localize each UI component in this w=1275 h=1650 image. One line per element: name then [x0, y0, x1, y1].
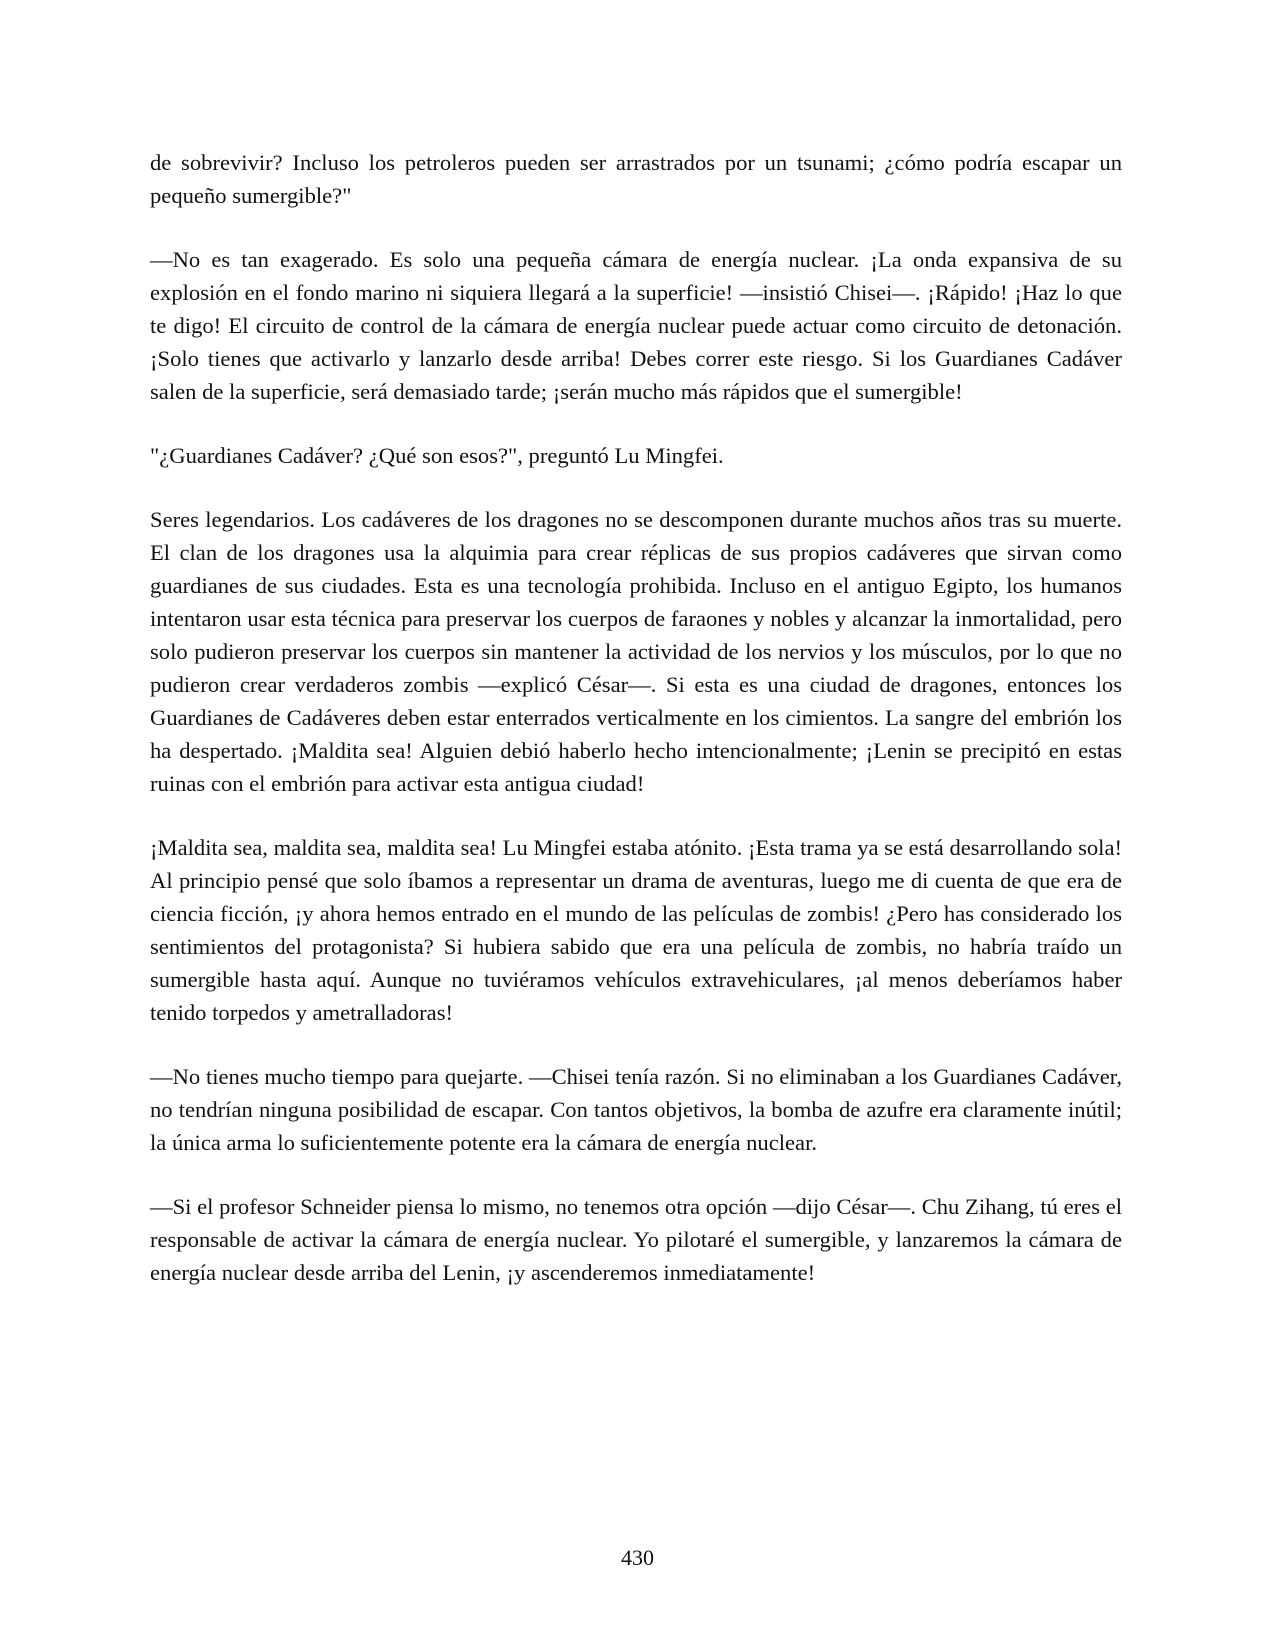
paragraph: —Si el profesor Schneider piensa lo mismo, no tenemos otra opción —dijo César—. Chu Zihang, tú eres el responsable de activar la cámara de energía nuclear. Yo pilotaré el sumergible, y lanzaremos la cámara de energía nuclear desde arriba del Lenin, ¡y ascenderemos inmediatamente! — [150, 1194, 1122, 1285]
paragraph: —No es tan exagerado. Es solo una pequeña cámara de energía nuclear. ¡La onda expansiva de su explosión en el fondo marino ni siquiera llegará a la superficie! —insistió Chisei—. ¡Rápido! ¡Haz lo que te digo! El circuito de control de la cámara de energía nuclear puede actuar como circuito de detonación. ¡Solo tienes que activarlo y lanzarlo desde arriba! Debes correr este riesgo. Si los Guardianes Cadáver salen de la superficie, será demasiado tarde; ¡serán mucho más rápidos que el sumergible! — [150, 247, 1122, 404]
paragraph: Seres legendarios. Los cadáveres de los dragones no se descomponen durante muchos años tras su muerte. El clan de los dragones usa la alquimia para crear réplicas de sus propios cadáveres que sirvan como guardianes de sus ciudades. Esta es una tecnología prohibida. Incluso en el antiguo Egipto, los humanos intentaron usar esta técnica para preservar los cuerpos de faraones y nobles y alcanzar la inmortalidad, pero solo pudieron preservar los cuerpos sin mantener la actividad de los nervios y los músculos, por lo que no pudieron crear verdaderos zombis —explicó César—. Si esta es una ciudad de dragones, entonces los Guardianes de Cadáveres deben estar enterrados verticalmente en los cimientos. La sangre del embrión los ha despertado. ¡Maldita sea! Alguien debió haberlo hecho intencionalmente; ¡Lenin se precipitó en estas ruinas con el embrión para activar esta antigua ciudad! — [150, 507, 1122, 796]
paragraph: ¡Maldita sea, maldita sea, maldita sea! Lu Mingfei estaba atónito. ¡Esta trama ya se está desarrollando sola! Al principio pensé que solo íbamos a representar un drama de aventuras, luego me di cuenta de que era de ciencia ficción, ¡y ahora hemos entrado en el mundo de las películas de zombis! ¿Pero has considerado los sentimientos del protagonista? Si hubiera sabido que era una película de zombis, no habría traído un sumergible hasta aquí. Aunque no tuviéramos vehículos extravehiculares, ¡al menos deberíamos haber tenido torpedos y ametralladoras! — [150, 835, 1122, 1025]
page-number: 430 — [621, 1545, 654, 1570]
paragraph: de sobrevivir? Incluso los petroleros pueden ser arrastrados por un tsunami; ¿cómo podría escapar un pequeño sumergible?" — [150, 150, 1122, 208]
body-text — [150, 146, 1122, 1320]
paragraph: "¿Guardianes Cadáver? ¿Qué son esos?", preguntó Lu Mingfei. — [150, 443, 724, 468]
paragraph: —No tienes mucho tiempo para quejarte. —Chisei tenía razón. Si no eliminaban a los Guardianes Cadáver, no tendrían ninguna posibilidad de escapar. Con tantos objetivos, la bomba de azufre era claramente inútil; la única arma lo suficientemente potente era la cámara de energía nuclear. — [150, 1064, 1122, 1155]
